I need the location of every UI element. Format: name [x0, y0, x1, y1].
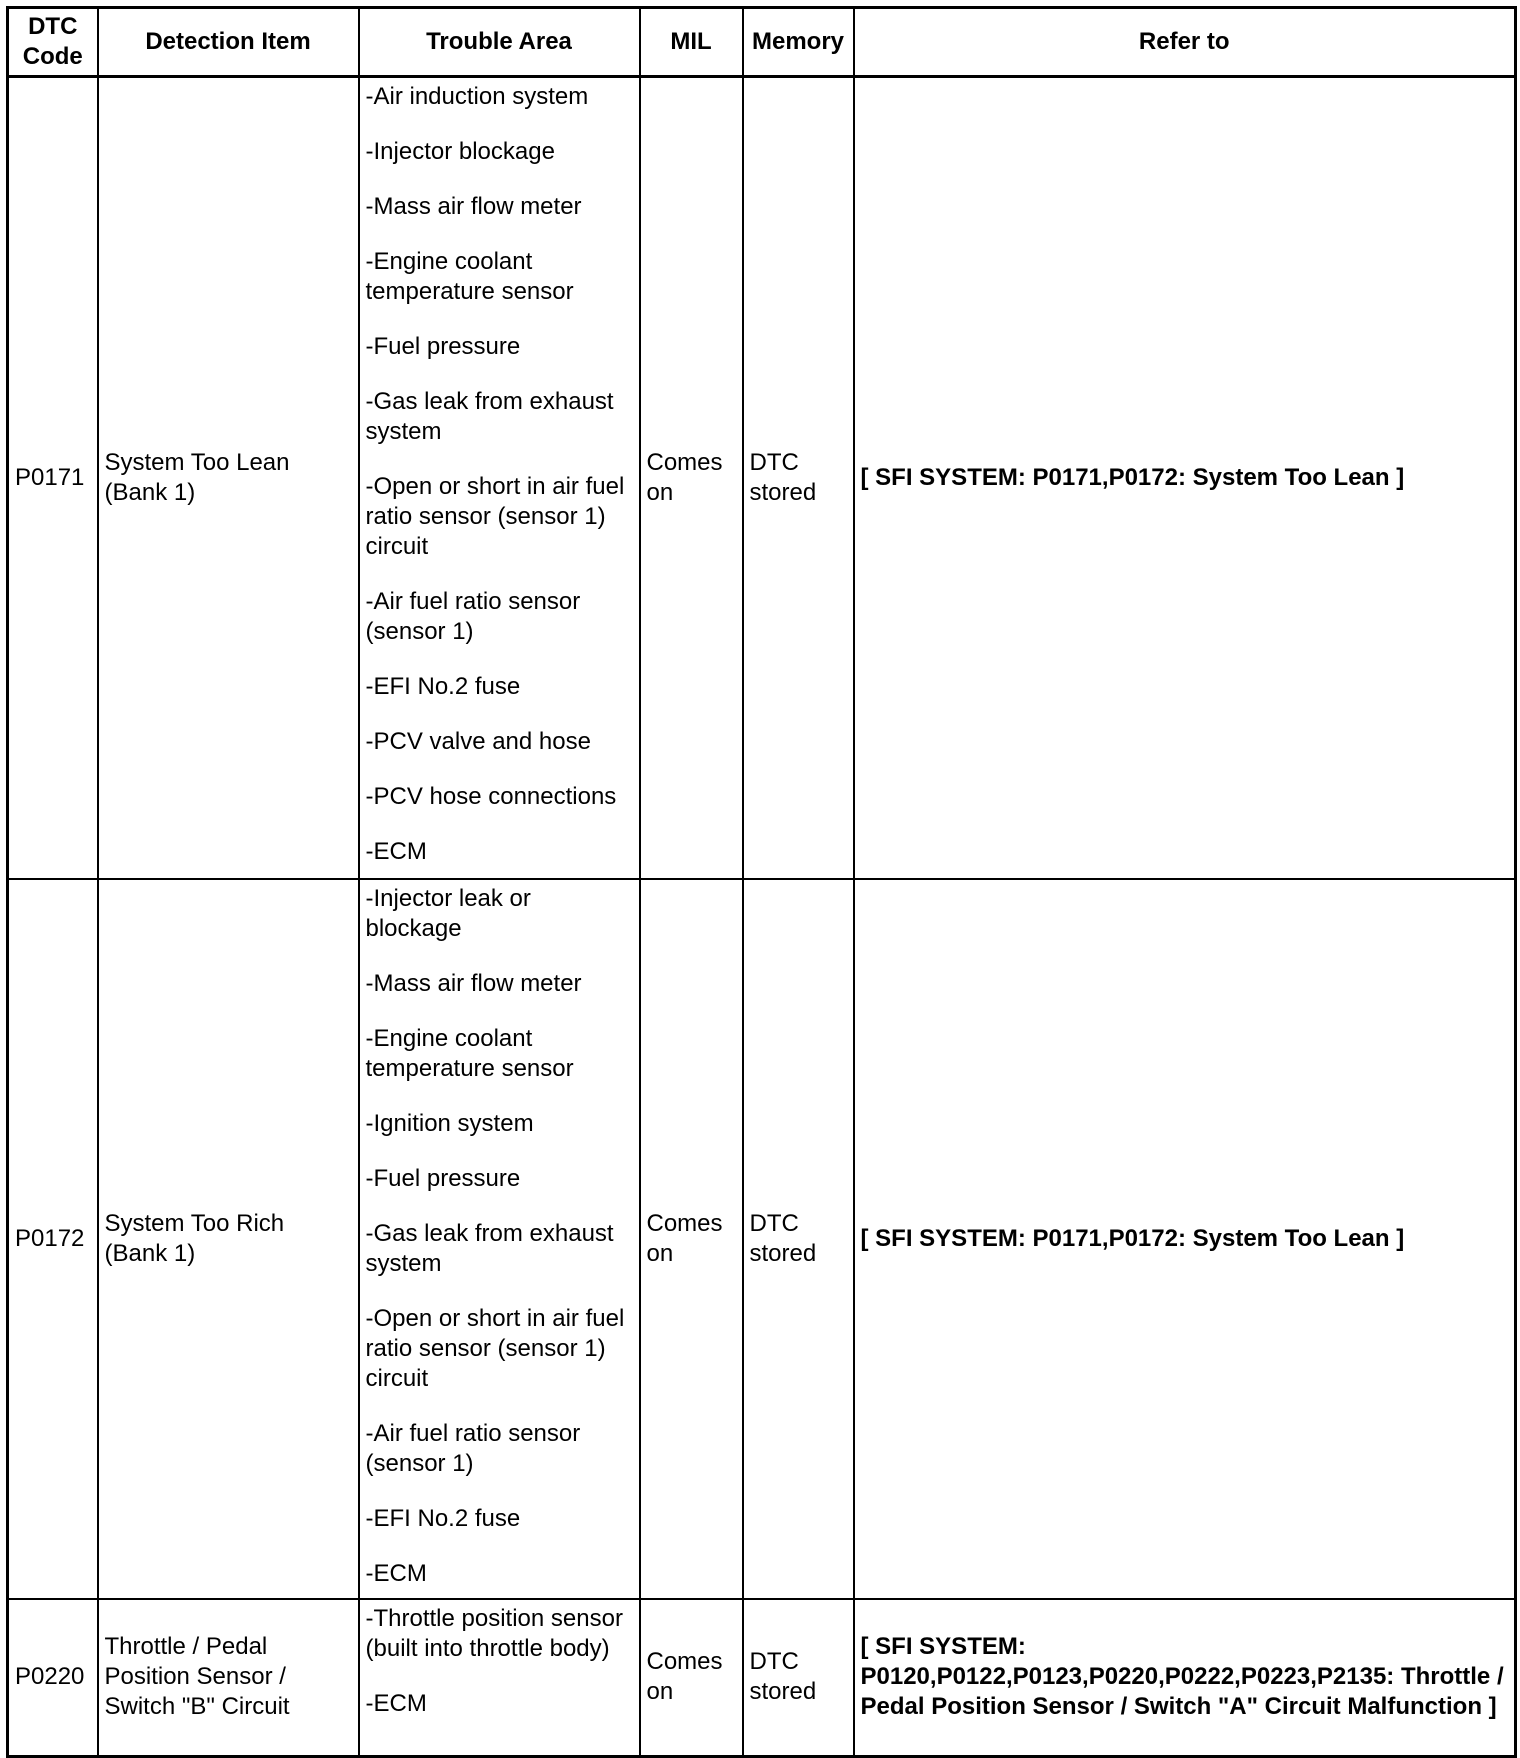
- trouble-area-item: -ECM: [365, 1559, 427, 1587]
- mil-cell: Comes on: [640, 77, 743, 879]
- trouble-area-item: -EFI No.2 fuse: [365, 673, 521, 700]
- detection-item-cell: System Too Lean (Bank 1): [98, 77, 359, 879]
- trouble-area-item: -PCV valve and hose: [365, 728, 591, 755]
- trouble-area-item: -Air fuel ratio sensor (sensor 1): [365, 1419, 581, 1477]
- trouble-area-cell: [359, 1599, 640, 1757]
- dtc-table: [6, 6, 1517, 1758]
- mil-cell: Comes on: [640, 879, 743, 1599]
- trouble-area-list: [366, 82, 633, 867]
- detection-item-cell: System Too Rich (Bank 1): [98, 879, 359, 1599]
- trouble-area-item: -Open or short in air fuel ratio sensor (sensor 1) circuit: [365, 473, 625, 560]
- memory-cell: DTC stored: [743, 879, 854, 1599]
- header-detection-item: Detection Item: [98, 8, 359, 77]
- table-row: [8, 879, 1516, 1599]
- trouble-area-item: -Ignition system: [365, 1109, 534, 1137]
- trouble-area-item: -Engine coolant temperature sensor: [365, 248, 574, 305]
- trouble-area-item: -ECM: [365, 838, 427, 865]
- trouble-area-item: -Injector blockage: [365, 138, 555, 165]
- dtc-code-cell: P0220: [8, 1599, 98, 1757]
- header-memory: Memory: [743, 8, 854, 77]
- refer-to-link[interactable]: [ SFI SYSTEM: P0171,P0172: System Too Lean ]: [854, 77, 1516, 879]
- mil-cell: Comes on: [640, 1599, 743, 1757]
- trouble-area-item: -Mass air flow meter: [365, 193, 582, 220]
- trouble-area-item: -Air induction system: [365, 83, 589, 110]
- trouble-area-item: -Air fuel ratio sensor (sensor 1): [365, 588, 581, 645]
- dtc-code-cell: P0172: [8, 879, 98, 1599]
- header-trouble-area: Trouble Area: [359, 8, 640, 77]
- trouble-area-list: [366, 1604, 633, 1719]
- header-mil: MIL: [640, 8, 743, 77]
- memory-cell: DTC stored: [743, 1599, 854, 1757]
- trouble-area-item: -Fuel pressure: [365, 333, 521, 360]
- trouble-area-item: -Open or short in air fuel ratio sensor (sensor 1) circuit: [365, 1304, 625, 1392]
- refer-to-link[interactable]: [ SFI SYSTEM: P0120,P0122,P0123,P0220,P0222,P0223,P2135: Throttle / Pedal Position Sensor / Switch "A" Circuit Malfunction ]: [854, 1599, 1516, 1757]
- memory-cell: DTC stored: [743, 77, 854, 879]
- trouble-area-item: -Engine coolant temperature sensor: [365, 1024, 574, 1082]
- trouble-area-item: -Throttle position sensor (built into throttle body): [365, 1604, 623, 1662]
- trouble-area-cell: [359, 77, 640, 879]
- dtc-code-cell: P0171: [8, 77, 98, 879]
- table-row: [8, 1599, 1516, 1757]
- trouble-area-item: -Injector leak or blockage: [365, 884, 531, 942]
- trouble-area-cell: [359, 879, 640, 1599]
- header-dtc-code: DTC Code: [8, 8, 98, 77]
- trouble-area-item: -Fuel pressure: [365, 1164, 521, 1192]
- trouble-area-item: -Mass air flow meter: [365, 969, 582, 997]
- trouble-area-item: -ECM: [365, 1689, 427, 1717]
- detection-item-cell: Throttle / Pedal Position Sensor / Switch "B" Circuit: [98, 1599, 359, 1757]
- header-row: [8, 8, 1516, 77]
- table-row: [8, 77, 1516, 879]
- trouble-area-item: -PCV hose connections: [365, 783, 617, 810]
- trouble-area-item: -Gas leak from exhaust system: [365, 1219, 614, 1277]
- refer-to-link[interactable]: [ SFI SYSTEM: P0171,P0172: System Too Lean ]: [854, 879, 1516, 1599]
- header-refer-to: Refer to: [854, 8, 1516, 77]
- trouble-area-list: [366, 884, 633, 1589]
- trouble-area-item: -EFI No.2 fuse: [365, 1504, 521, 1532]
- trouble-area-item: -Gas leak from exhaust system: [365, 388, 614, 445]
